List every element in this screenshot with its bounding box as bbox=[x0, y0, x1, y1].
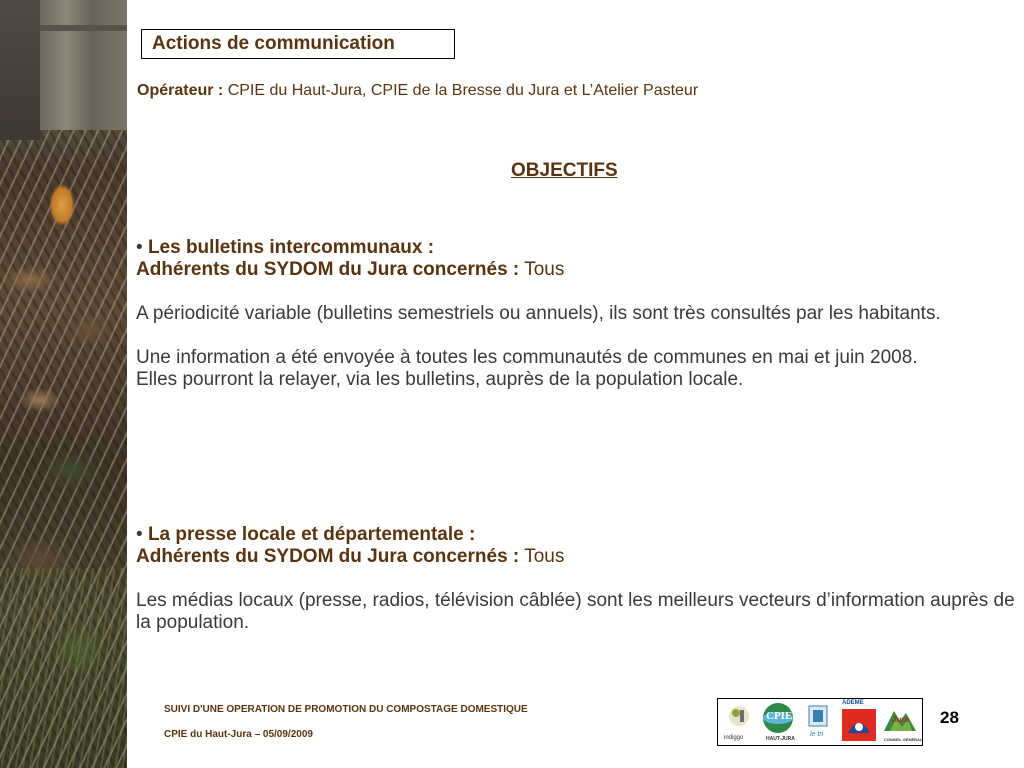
footer-credit: CPIE du Haut-Jura – 05/09/2009 bbox=[164, 729, 313, 740]
members-label: Adhérents du SYDOM du Jura concernés : bbox=[136, 259, 520, 280]
footer-title: SUIVI D'UNE OPERATION DE PROMOTION DU COMPOSTAGE DOMESTIQUE bbox=[164, 704, 528, 715]
members-value: Tous bbox=[524, 546, 565, 567]
section-bulletins bbox=[136, 237, 1016, 391]
slide-title: Actions de communication bbox=[152, 33, 395, 54]
paragraph: Les médias locaux (presse, radios, télévision câblée) sont les meilleurs vecteurs d’information auprès de la population. bbox=[136, 590, 1015, 633]
paragraph: Elles pourront la relayer, via les bulletins, auprès de la population locale. bbox=[136, 369, 744, 390]
objectifs-heading: OBJECTIFS bbox=[511, 160, 618, 181]
page-number: 28 bbox=[940, 708, 959, 727]
section-presse bbox=[136, 524, 1016, 634]
operator-label: Opérateur : bbox=[137, 82, 224, 99]
ademe-logo-icon bbox=[842, 709, 876, 741]
paragraph: A périodicité variable (bulletins semestriels ou annuels), ils sont très consultés par les habitants. bbox=[136, 303, 941, 324]
indiggo-logo-icon bbox=[724, 703, 754, 733]
cpie-sub-label: HAUT-JURA bbox=[766, 736, 795, 742]
indiggo-label: indiggo bbox=[724, 735, 744, 741]
operator-value: CPIE du Haut-Jura, CPIE de la Bresse du Jura et L’Atelier Pasteur bbox=[227, 82, 699, 99]
section-heading: La presse locale et départementale : bbox=[147, 524, 476, 545]
section-heading: Les bulletins intercommunaux : bbox=[147, 237, 435, 258]
letri-label: le tri bbox=[810, 731, 824, 738]
bullet: • bbox=[136, 524, 143, 545]
bullet: • bbox=[136, 237, 143, 258]
ademe-label: ADEME bbox=[842, 700, 864, 706]
jura-label: Jura bbox=[892, 715, 909, 724]
paragraph: Une information a été envoyée à toutes les communautés de communes en mai et juin 2008. bbox=[136, 347, 918, 368]
operator-line bbox=[137, 82, 698, 100]
title-box bbox=[141, 29, 455, 59]
members-value: Tous bbox=[524, 259, 565, 280]
jura-sub-label: CONSEIL GÉNÉRAL bbox=[884, 737, 923, 742]
compost-photo bbox=[0, 0, 127, 768]
members-label: Adhérents du SYDOM du Jura concernés : bbox=[136, 546, 520, 567]
partner-logos bbox=[717, 698, 923, 746]
letri-logo-icon bbox=[806, 703, 832, 731]
cpie-label: CPIE bbox=[766, 710, 793, 722]
